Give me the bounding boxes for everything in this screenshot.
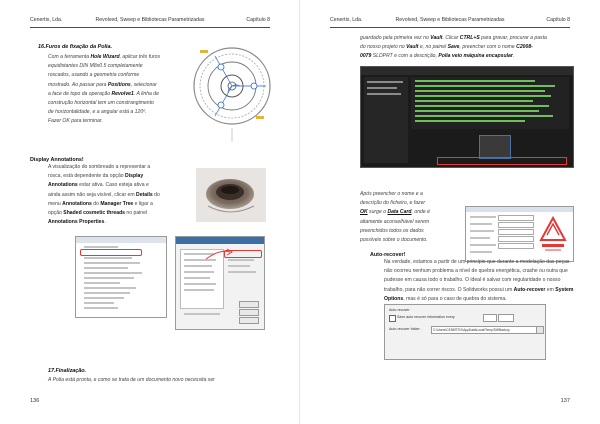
- dialog-title: Auto-recover: [389, 308, 410, 312]
- save-instructions-text: [360, 34, 570, 62]
- text-line: Fazer OK para terminar.: [48, 118, 103, 125]
- text-line: menu Annotations do Manager Tree e ligar a: [48, 200, 153, 207]
- auto-recover-interval-field[interactable]: [483, 314, 497, 322]
- pulley-hole-drawing: [190, 38, 274, 144]
- auto-recover-text: [384, 258, 574, 304]
- text-line: roscados, usando a geometria conforme: [48, 72, 140, 79]
- header-chapter: Capítulo 8: [546, 17, 570, 23]
- header-company: Cenertix, Lda.: [30, 17, 63, 23]
- section-17-text: A Polia está pronta, e como se trata de um documento novo necessita ser: [48, 377, 215, 383]
- annotation-properties-screenshot: [175, 236, 265, 330]
- text-line: mostrado. Ao passar para Positions, selecionar: [48, 81, 157, 88]
- text-line: do nosso projeto no Vault e, no painel Save, preencher com o nome C2008-: [360, 44, 533, 51]
- text-line: Annotations Properties.: [48, 219, 106, 226]
- auto-recover-options-screenshot: [384, 304, 546, 360]
- auto-recover-title: Auto-recover!: [370, 252, 406, 258]
- text-line: ainda assim não seja visível, clicar em Details do: [48, 191, 160, 198]
- page-header: [30, 17, 270, 26]
- auto-recover-unit-select[interactable]: [498, 314, 514, 322]
- section-17-title: 17.Finalização.: [48, 368, 87, 374]
- browse-button[interactable]: [536, 326, 544, 334]
- text-line: Com a ferramenta Hole Wizard, aplicar três furos: [48, 54, 161, 60]
- text-line: descrição do ficheiro, e fazer: [360, 200, 426, 207]
- text-line: Na verdade, estamos a partir de um principio que durante a modelação das peças: [384, 259, 570, 265]
- right-page: [300, 0, 600, 424]
- auto-recover-option-label: Save auto recover information every: [397, 315, 455, 319]
- text-line: não ocorreu nenhum problema a nível de quebra energética, crashe ou outra que: [384, 268, 568, 275]
- text-line: 0079 SLDPRT e com a descrição, Polia veio máquina encapsular.: [360, 53, 515, 60]
- section-16-title: 16.Furos de fixação da Polia.: [38, 44, 112, 50]
- display-annotations-title: Display Annotations!: [30, 157, 84, 163]
- display-annotations-text: [48, 163, 186, 227]
- data-card-screenshot: [465, 206, 574, 262]
- page-number: 137: [560, 398, 570, 404]
- page-number: 136: [30, 398, 40, 404]
- header-rule: [30, 27, 270, 28]
- text-line: possíveis sobre o documento.: [360, 237, 428, 244]
- text-line: Options, mas é só para o caso de quebra do sistema.: [384, 295, 507, 302]
- text-line: a face de topo da operação Revolve1. A linha de: [48, 90, 159, 97]
- manager-tree-screenshot: [75, 236, 167, 318]
- text-line: guardado pela primeira vez no Vault. Clicar CTRL+S para gravar, procurar a pasta: [360, 35, 547, 41]
- text-line: OK surge o Data Card, onde é: [360, 209, 430, 216]
- text-line: de horizontalidade, e a angular está a 120º.: [48, 109, 147, 116]
- header-chapter-title: Revolved, Sweep e Bibliotecas Parametrizadas: [95, 17, 205, 23]
- section-16-text: [48, 53, 183, 127]
- text-line: equidistantes DIN M8x0.5 completamente: [48, 63, 143, 70]
- text-line: Annotations estar ativa. Caso esteja ativa e: [48, 182, 149, 189]
- header-chapter: Capítulo 8: [246, 17, 270, 23]
- auto-recover-checkbox[interactable]: [389, 315, 396, 322]
- text-line: A visualização do sombreado a representar a: [48, 164, 151, 170]
- shaded-thread-render: [196, 168, 266, 222]
- vault-save-screenshot: [360, 66, 574, 168]
- text-line: construção horizontal tem um constrangimento: [48, 100, 154, 107]
- page-header: [330, 17, 570, 26]
- text-line: altamente aconselhável serem: [360, 218, 430, 225]
- auto-recover-folder-field[interactable]: C:\Users\CENERTIX\AppData\Local\Temp\SWBackup: [431, 326, 538, 334]
- datacard-text: [360, 190, 448, 245]
- header-rule: [330, 27, 570, 28]
- text-line: pudesse em causa todo o trabalho. O ideal é salvar com regularidade o nosso: [384, 277, 561, 284]
- text-line: Após preencher o nome e a: [360, 191, 423, 197]
- auto-recover-folder-label: Auto-recover folder:: [389, 327, 421, 331]
- header-chapter-title: Revolved, Sweep e Bibliotecas Parametrizadas: [395, 17, 505, 23]
- text-line: trabalho, para não correr riscos. O Solidworks possui um Auto-recover em System: [384, 286, 574, 293]
- text-line: rosca, está dependente da opção Display: [48, 173, 144, 180]
- text-line: opção Shaded cosmetic threads no painel: [48, 210, 148, 217]
- header-company: Cenertix, Lda.: [330, 17, 363, 23]
- text-line: preenchidos todos os dados: [360, 227, 424, 234]
